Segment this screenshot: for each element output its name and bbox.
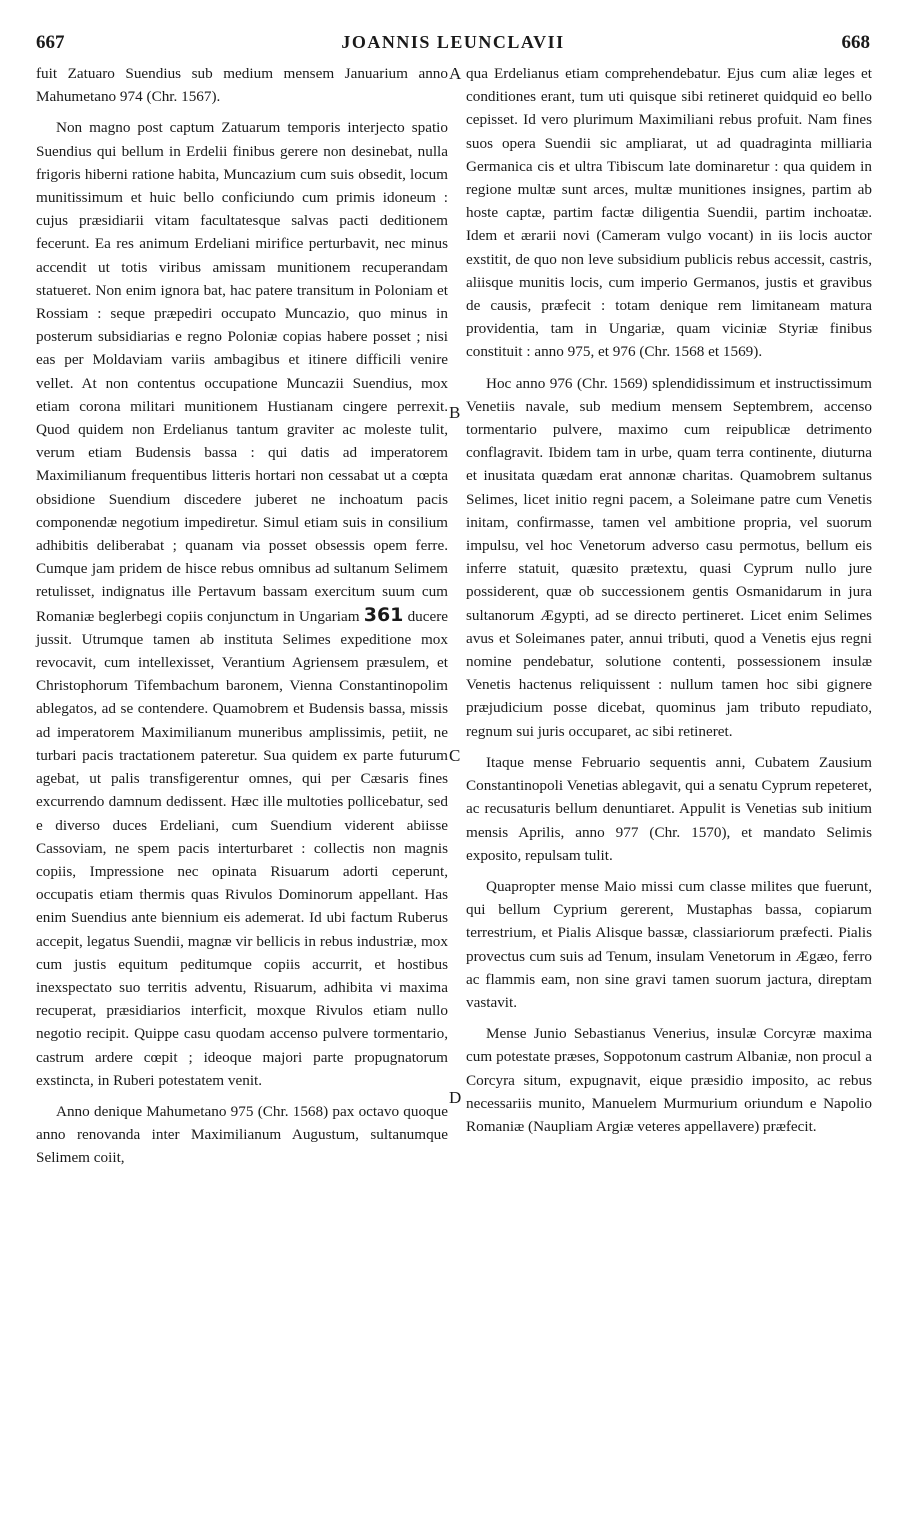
paragraph bbox=[36, 116, 448, 1092]
paragraph: qua Erdelianus etiam comprehendebatur. Ejus cum aliæ leges et conditiones erant, tum uti quisque sibi retineret quidquid eo bello cepisset. Id vero plurimum Maximiliani rebus profuit. Nam fines suos opera Suendii sic ampliarat, ut ad quadraginta milliaria Germanica cis et ultra Tibiscum late dominaretur : qua quidem in regione multæ sunt arces, multæ munitiones insignes, partim ab hoste captæ, partim factæ diligentia Suendii, partim inchoatæ. Idem et ærarii novi (Cameram vulgo vocant) in iis locis auctor exstitit, de quo non leve subsidium publicis rebus accessit, castris, aliisque munitis locis, cum imperio Germanos, justis et gravibus de causis, præfecit : totam denique rem limitaneam matura providentia, tam in Ungariæ, quam viciniæ Styriæ finibus constituit : anno 975, et 976 (Chr. 1568 et 1569). bbox=[466, 65, 872, 361]
right-column bbox=[466, 62, 872, 1146]
page-number-left: 667 bbox=[36, 32, 65, 53]
margin-letter-b: B bbox=[449, 403, 461, 422]
paragraph: Anno denique Mahumetano 975 (Chr. 1568) pax octavo quoque anno renovanda inter Maximilianum Augustum, sultanumque Selimem coiit, bbox=[36, 1102, 448, 1167]
paragraph-text: ducere jussit. Utrumque tamen ab instituta Selimes expeditione mox revocavit, cum intellexisset, Verantium Agriensem præsulem, et Christophorum Tifembachum baronem, Vienna Constantinopolim ablegatos, ad se contendere. Quamobrem et Budensis bassa, missis ad imperatorem Maximilianum muneribus amplissimis, petiit, ne turbari pacis tractationem pateretur. Sua quidem ex parte futurum agebat, ut palis transfigerentur omnes, qui per Cæsaris fines excurrendo damnum dedissent. Hæc ille multoties pollicebatur, sed e diverso duces Erdeliani, cum Suendium viderent abiisse Cassoviam, ne spem pacis interturbaret : collectis non magnis copiis, Impressione nec opinata Risuarum adorti ceperunt, occupatis etiam thermis quas Rivulos Dominorum appellant. Has enim Suendius ante biennium eis ademerat. Id ubi factum Ruberus accepit, legatus Suendii, magnæ vir bellicis in rebus industriæ, mox cum justis equitum peditumque copiis accurrit, et hostibus inexspectato suo territis adventu, Risuarum, adhibita vi maxima recuperat, præsidiarios interficit, moxque Rivulos etiam nullo negotio recipit. Quippe casu quodam accenso pulvere tormentario, castrum ardere cœpit ; ideoque majori parte propugnatorum exstincta, in Ruberi potestatem venit. bbox=[36, 607, 449, 1089]
paragraph: Itaque mense Februario sequentis anni, Cubatem Zausium Constantinopoli Venetias ablegavit, qui a senatu Cyprum repeteret, ac recusaturis bellum denuntiaret. Appulit is Venetias sub initium mensis Aprilis, anno 977 (Chr. 1570), et mandato Selimis exposito, repulsam tulit. bbox=[466, 753, 872, 864]
paragraph: Hoc anno 976 (Chr. 1569) splendidissimum et instructissimum Venetiis navale, sub medium mensem Septembrem, accenso tormentario pulvere, maximo cum reipublicæ detrimento conflagravit. Ibidem tam in urbe, quam terra continente, diuturna et inusitata quædam erat annonæ charitas. Quamobrem sultanus Selimes, licet initio regni pacem, a Soleimane patre cum Venetis initam, confirmasse, tamen vel ambitione propria, vel suorum impulsu, vel hoc Venetorum adverso casu permotus, bellum eis inferre statuit, quæsito prætextu, quasi Cyprum nullo jure possiderent, quæ ob successionem gentis Osmanidarum in jura sultanorum Ægypti, ad se directo pertineret. Licet enim Selimes avus et Soleimanes pater, annui tributi, quod a Venetis ejus regni nomine pendebatur, solutione contenti, possessionem insulæ Venetis hactenus reliquissent : nullum tamen hoc sibi gignere præjudicium posse dicebat, quominus jam tributo repudiato, regnum sui juris occuparet, ac sibi retineret. bbox=[466, 374, 872, 740]
left-column bbox=[36, 62, 448, 1178]
margin-letter-c: C bbox=[449, 746, 461, 765]
page-header bbox=[0, 30, 906, 60]
paragraph-text: Non magno post captum Zatuarum temporis interjecto spatio Suendius qui bellum in Erdelii finibus gerere non desinebat, nulla frigoris hiberni ratione habita, Muncazium cum suis obsedit, locum munitissimum et huic bello conficiundo cum primis idoneum : cujus præsidiarii vitam facultatesque salvas pacti deditionem fecerunt. Ea res animum Erdeliani mirifice perturbavit, nec minus accendit ut totis viribus amissam munitionem recuperandam statueret. Non enim ignora bat, hac patere transitum in Poloniam et Rossiam : seque præpediri occupato Muncazio, quo minus in posterum subsidiarias e regno Poloniæ copias habere posset ; nisi eas per Moldaviam variis ambagibus et itinere difficili venire vellet. At non contentus occupatione Muncazii Suendius, mox etiam corona militari munitionem Hustianam cingere perrexit. Quod quidem non Erdelianus tantum graviter ac moleste tulit, verum etiam Budensis bassa : qui datis ad imperatorem Maximilianum frequentibus litteris hortari non cessabat ut a cœpta obsidione Suendium discedere juberet ne inchoatum pacis componendæ negotium impediretur. Simul etiam suis in consilium adhibitis deliberabat ; quanam via posset obsessis opem ferre. Cumque jam pridem de hisce rebus omnibus ad sultanum Selimem retulisset, indignatus ille Pertavum bassam exercitum suum cum Romaniæ beglerbegi copiis conjunctum in Ungariam bbox=[36, 119, 448, 625]
reference-number: 361 bbox=[363, 603, 404, 626]
margin-letter-d: D bbox=[449, 1088, 462, 1107]
running-title: JOANNIS LEUNCLAVII bbox=[341, 32, 565, 52]
paragraph: Mense Junio Sebastianus Venerius, insulæ Corcyræ maxima cum potestate præses, Soppotonum castrum Albaniæ, non procul a Corcyra situm, expugnavit, eique præsidio imposito, ac rebus necessariis munito, Manuelem Murmurium oriundum e Napolio Romaniæ (Naupliam Argiæ veteres appellavere) præfecit. bbox=[466, 1025, 872, 1135]
paragraph: Quapropter mense Maio missi cum classe milites que fuerunt, qui bellum Cyprium gererent, Mustaphas bassa, copiarum terrestrium, et Pialis Alisque bassæ, classiariorum præfecti. Pialis provectus cum suis ad Tenum, insulam Venetorum in Ægæo, ferro ac flammis eam, non sine gravi tamen suorum jactura, direptam vastavit. bbox=[466, 877, 872, 1011]
margin-letter-a: A bbox=[449, 64, 462, 83]
paragraph: fuit Zatuaro Suendius sub medium mensem Januarium anno Mahumetano 974 (Chr. 1567). bbox=[36, 65, 448, 106]
page-number-right: 668 bbox=[841, 32, 870, 53]
